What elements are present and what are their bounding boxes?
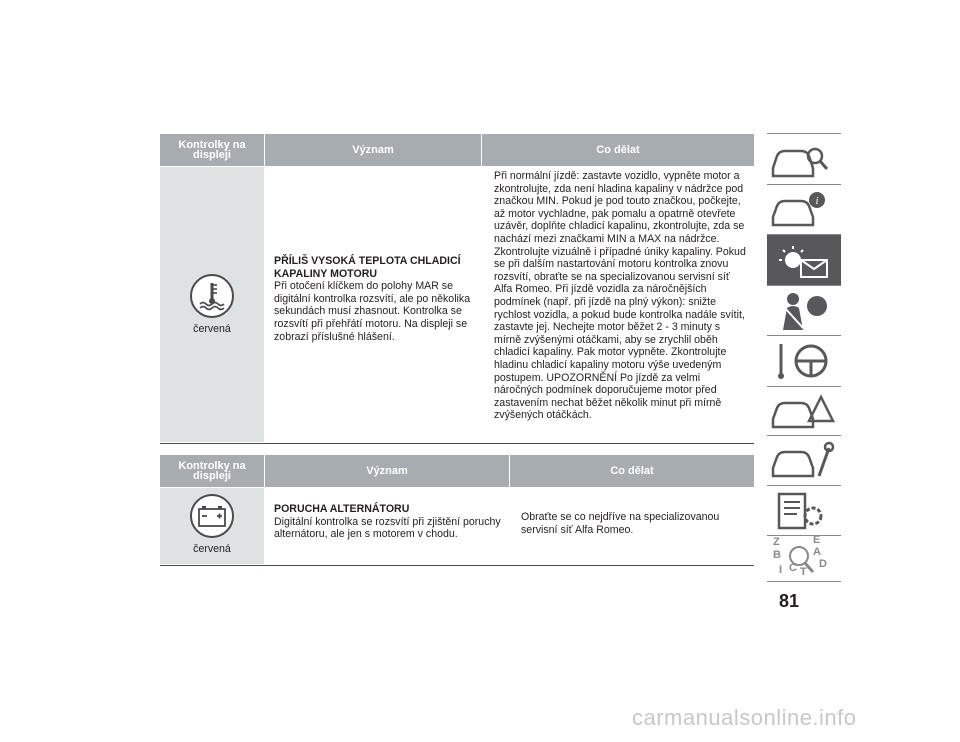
car-inspection-tab[interactable] xyxy=(767,134,841,184)
table2-meaning xyxy=(274,503,504,541)
battery-icon xyxy=(190,494,234,538)
svg-text:i: i xyxy=(815,195,819,207)
coolant-temperature-icon xyxy=(190,274,234,318)
table2-icon-caption: červená xyxy=(193,543,231,555)
table1-meaning-title: PŘÍLIŠ VYSOKÁ TEPLOTA CHLADICÍ KAPALINY MOTORU xyxy=(274,255,461,280)
warning-lights-tab[interactable] xyxy=(767,235,841,285)
driving-tab[interactable] xyxy=(767,336,841,386)
document-gear-icon xyxy=(767,486,841,535)
seatbelt-airbag-icon xyxy=(767,286,841,335)
car-info-icon xyxy=(767,185,841,234)
table2-header-indicators: Kontrolky na displeji xyxy=(160,455,264,487)
car-wrench-icon xyxy=(767,436,841,485)
watermark: carmanualsonline.info xyxy=(632,705,857,730)
car-info-tab[interactable] xyxy=(767,185,841,234)
table1-header-action: Co dělat xyxy=(482,134,754,166)
table2-meaning-text: Digitální kontrolka se rozsvítí při zjištění poruchy alternátoru, ale jen s motorem v chodu. xyxy=(274,515,501,541)
table2-bottom-rule xyxy=(160,565,754,566)
table1-icon-caption: červená xyxy=(193,323,231,335)
table1-meaning xyxy=(274,255,476,343)
page-number: 81 xyxy=(778,591,800,611)
table1-action-text: Při normální jízdě: zastavte vozidlo, vypněte motor a zkontrolujte, zda není hladina kapaliny v nádržce pod značkou MIN. Pokud je pod touto značkou, počkejte, až motor vychladne, pak pomalu a opatrně otevřete uzávěr, doplňte chladicí kapalinu, zkontrolujte, zda se nachází mezi značkami MIN a MAX na nádržce. Zkontrolujte vizuálně i případné úniky kapaliny. Pokud se při dalším nastartování motoru kontrolka znovu rozsvítí, obraťte se na specializovanou servisní síť Alfa Romeo. Při jízdě vozidla za náročnějších podmínek (např. při jízdě na plný výkon): snižte rychlost vozidla, a pokud bude kontrolka nadále svítit, zastavte jej. Nechejte motor běžet 2 - 3 minuty s mírně zvýšenými otáčkami, aby se zrychlil oběh chladicí kapaliny. Pak motor vypněte. Zkontrolujte hladinu chladicí kapaliny motoru výše uvedeným postupem. UPOZORNĚNÍ Po jízdě za velmi náročných podmínek doporučujeme motor před zastavením nechat běžet několik minut při mírně zvýšených otáčkách. xyxy=(494,170,746,422)
safety-tab[interactable] xyxy=(767,286,841,335)
table2-header-action: Co dělat xyxy=(510,455,754,487)
table2-header-meaning: Význam xyxy=(265,455,509,487)
table1-header-meaning: Význam xyxy=(265,134,481,166)
car-warning-triangle-icon xyxy=(767,387,841,435)
index-tab[interactable]: Z E A B D I C T xyxy=(767,536,841,581)
table2-meaning-title: PORUCHA ALTERNÁTORU xyxy=(274,503,410,515)
steering-wheel-key-icon xyxy=(767,336,841,386)
emergency-tab[interactable] xyxy=(767,387,841,435)
table2-action-text: Obraťte se co nejdříve na specializovanou servisní síť Alfa Romeo. xyxy=(521,511,720,536)
technical-data-tab[interactable] xyxy=(767,486,841,535)
warning-light-envelope-icon xyxy=(767,235,841,285)
car-magnifier-icon xyxy=(767,134,841,184)
table1-header-indicators: Kontrolky na displeji xyxy=(160,134,264,166)
table1-meaning-text: Při otočení klíčkem do polohy MAR se digitální kontrolka rozsvítí, ale po několika sekundách musí zhasnout. Kontrolka se rozsvítí při přehřátí motoru. Na displeji se zobrazí příslušné hlášení. xyxy=(274,280,471,343)
maintenance-tab[interactable] xyxy=(767,436,841,485)
table1-bottom-rule xyxy=(160,443,754,444)
